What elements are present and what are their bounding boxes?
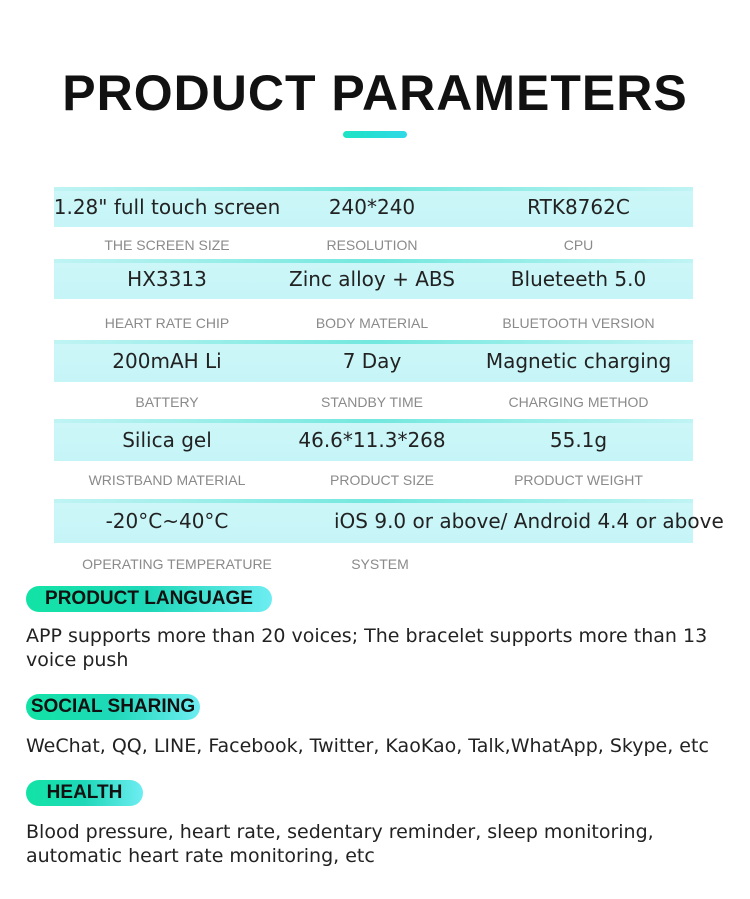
social-sharing-heading: SOCIAL SHARING [26, 694, 200, 720]
resolution-label: RESOLUTION [326, 237, 418, 253]
charging-method-label: CHARGING METHOD [508, 394, 649, 410]
health-heading: HEALTH [26, 780, 143, 806]
param-row-3 [54, 340, 693, 382]
system-label: SYSTEM [351, 556, 409, 572]
title-underline [343, 131, 407, 138]
screen-size-label: THE SCREEN SIZE [104, 237, 230, 253]
param-row-5 [54, 499, 724, 543]
product-weight-label: PRODUCT WEIGHT [514, 472, 643, 488]
product-language-heading: PRODUCT LANGUAGE [26, 586, 272, 612]
heart-rate-chip-value: HX3313 [127, 267, 207, 291]
battery-label: BATTERY [135, 394, 199, 410]
product-weight-value: 55.1g [549, 428, 608, 452]
body-material-value: Zinc alloy + ABS [289, 267, 455, 291]
param-row-1 [54, 187, 693, 227]
system-value: iOS 9.0 or above/ Android 4.4 or above [334, 509, 724, 533]
standby-time-value: 7 Day [342, 349, 402, 373]
param-row-2 [54, 259, 693, 299]
operating-temperature-value: -20°C~40°C [105, 509, 229, 533]
screen-size-value: 1.28" full touch screen [53, 195, 281, 219]
product-size-label: PRODUCT SIZE [330, 472, 434, 488]
param-row-4 [54, 419, 693, 461]
cpu-value: RTK8762C [527, 195, 630, 219]
battery-value: 200mAH Li [112, 349, 222, 373]
charging-method-value: Magnetic charging [485, 349, 672, 373]
standby-time-label: STANDBY TIME [321, 394, 423, 410]
operating-temperature-label: OPERATING TEMPERATURE [82, 556, 272, 572]
cpu-label: CPU [563, 237, 594, 253]
bluetooth-version-value: Blueteeth 5.0 [510, 267, 647, 291]
bluetooth-version-label: BLUETOOTH VERSION [502, 315, 655, 331]
body-material-label: BODY MATERIAL [315, 315, 429, 331]
heart-rate-chip-label: HEART RATE CHIP [104, 315, 230, 331]
page-title: PRODUCT PARAMETERS [62, 65, 688, 121]
wristband-material-value: Silica gel [122, 428, 212, 452]
product-size-value: 46.6*11.3*268 [298, 428, 446, 452]
product-language-text: APP supports more than 20 voices; The bracelet supports more than 13 voice push [26, 625, 708, 671]
resolution-value: 240*240 [328, 195, 416, 219]
social-sharing-text: WeChat, QQ, LINE, Facebook, Twitter, KaoKao, Talk,WhatApp, Skype, etc [26, 735, 709, 757]
health-text: Blood pressure, heart rate, sedentary reminder, sleep monitoring, automatic heart rate monitoring, etc [26, 821, 654, 867]
wristband-material-label: WRISTBAND MATERIAL [88, 472, 246, 488]
